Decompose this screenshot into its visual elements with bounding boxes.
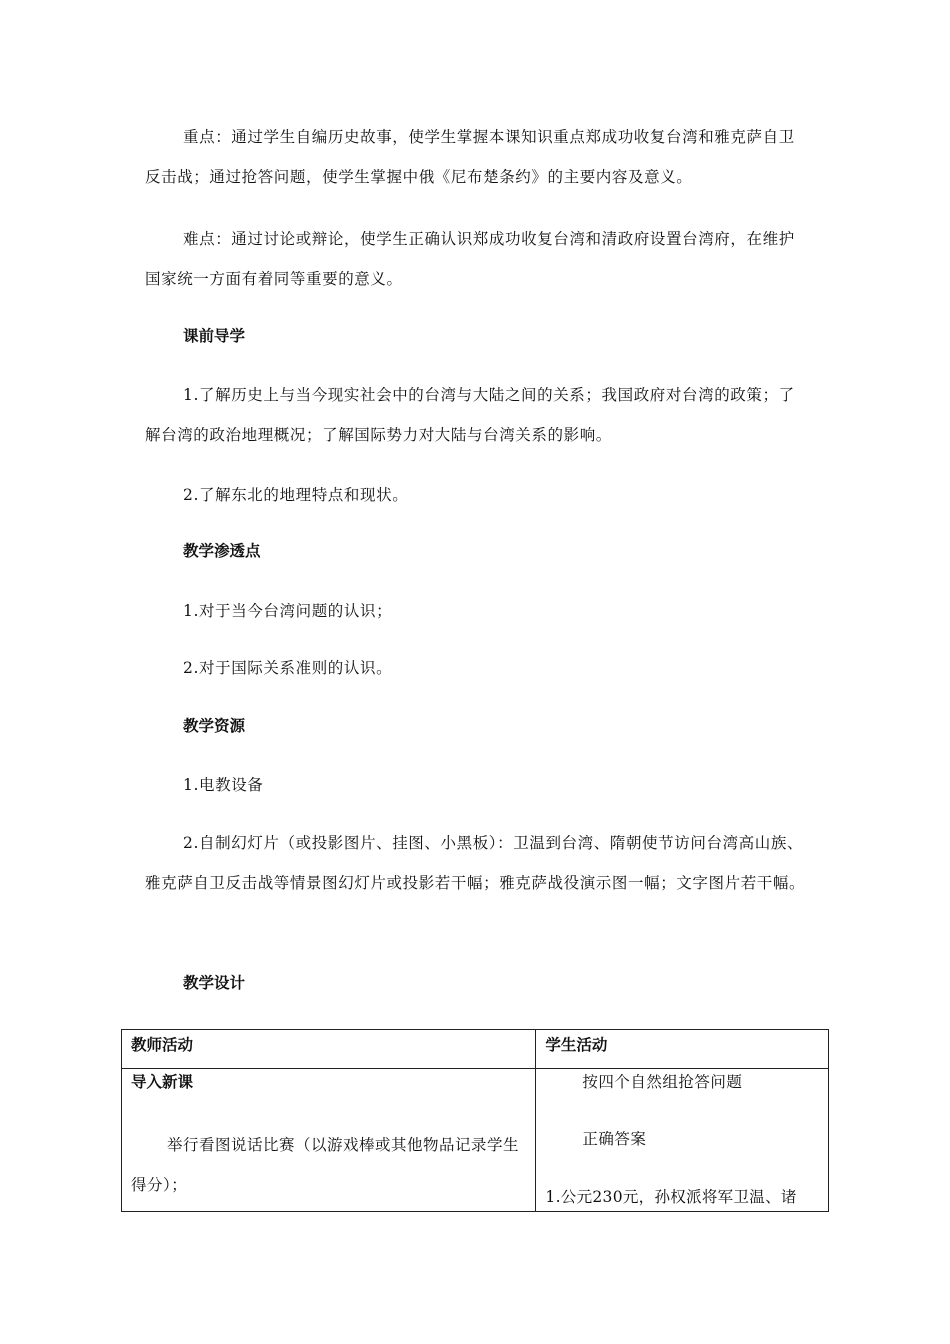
pre-class-heading: 课前导学	[183, 327, 246, 345]
resources-heading: 教学资源	[183, 717, 246, 735]
penetration-heading: 教学渗透点	[183, 542, 261, 560]
student-activity-line-3: 1.公元230元，孙权派将军卫温、诸	[545, 1188, 797, 1206]
resources-item-1: 1.电教设备	[183, 776, 264, 794]
penetration-item-2: 2.对于国际关系准则的认识。	[183, 659, 393, 677]
table-row	[122, 1069, 829, 1212]
resources-item-2: 2.自制幻灯片（或投影图片、挂图、小黑板）：卫温到台湾、隋朝使节访问台湾高山族、雅克萨自卫反击战等情景图幻灯片或投影若干幅；雅克萨战役演示图一幅；文字图片若干幅。	[145, 834, 806, 892]
table-header-row	[122, 1030, 829, 1069]
intro-subheading: 导入新课	[131, 1073, 194, 1091]
table-header-cell	[536, 1030, 829, 1069]
teacher-activity-text: 举行看图说话比赛（以游戏棒或其他物品记录学生得分）；	[131, 1136, 520, 1194]
teacher-activity-cell	[122, 1069, 536, 1212]
key-point-paragraph: 重点：通过学生自编历史故事，使学生掌握本课知识重点郑成功收复台湾和雅克萨自卫反击战；通过抢答问题，使学生掌握中俄《尼布楚条约》的主要内容及意义。	[145, 128, 795, 186]
design-heading: 教学设计	[183, 974, 246, 992]
table-header-cell	[122, 1030, 536, 1069]
teaching-design-table	[121, 1029, 829, 1212]
student-activity-line-2: 正确答案	[582, 1130, 647, 1148]
difficult-point-paragraph: 难点：通过讨论或辩论，使学生正确认识郑成功收复台湾和清政府设置台湾府，在维护国家统一方面有着同等重要的意义。	[145, 230, 795, 288]
pre-class-item-2: 2.了解东北的地理特点和现状。	[183, 486, 409, 504]
student-activity-line-1: 按四个自然组抢答问题	[582, 1073, 743, 1091]
student-activity-cell	[536, 1069, 829, 1212]
pre-class-item-1: 1.了解历史上与当今现实社会中的台湾与大陆之间的关系；我国政府对台湾的政策；了解台湾的政治地理概况；了解国际势力对大陆与台湾关系的影响。	[145, 386, 795, 444]
penetration-item-1: 1.对于当今台湾问题的认识；	[183, 602, 393, 620]
student-activity-header: 学生活动	[545, 1036, 608, 1054]
teacher-activity-header: 教师活动	[131, 1036, 194, 1054]
